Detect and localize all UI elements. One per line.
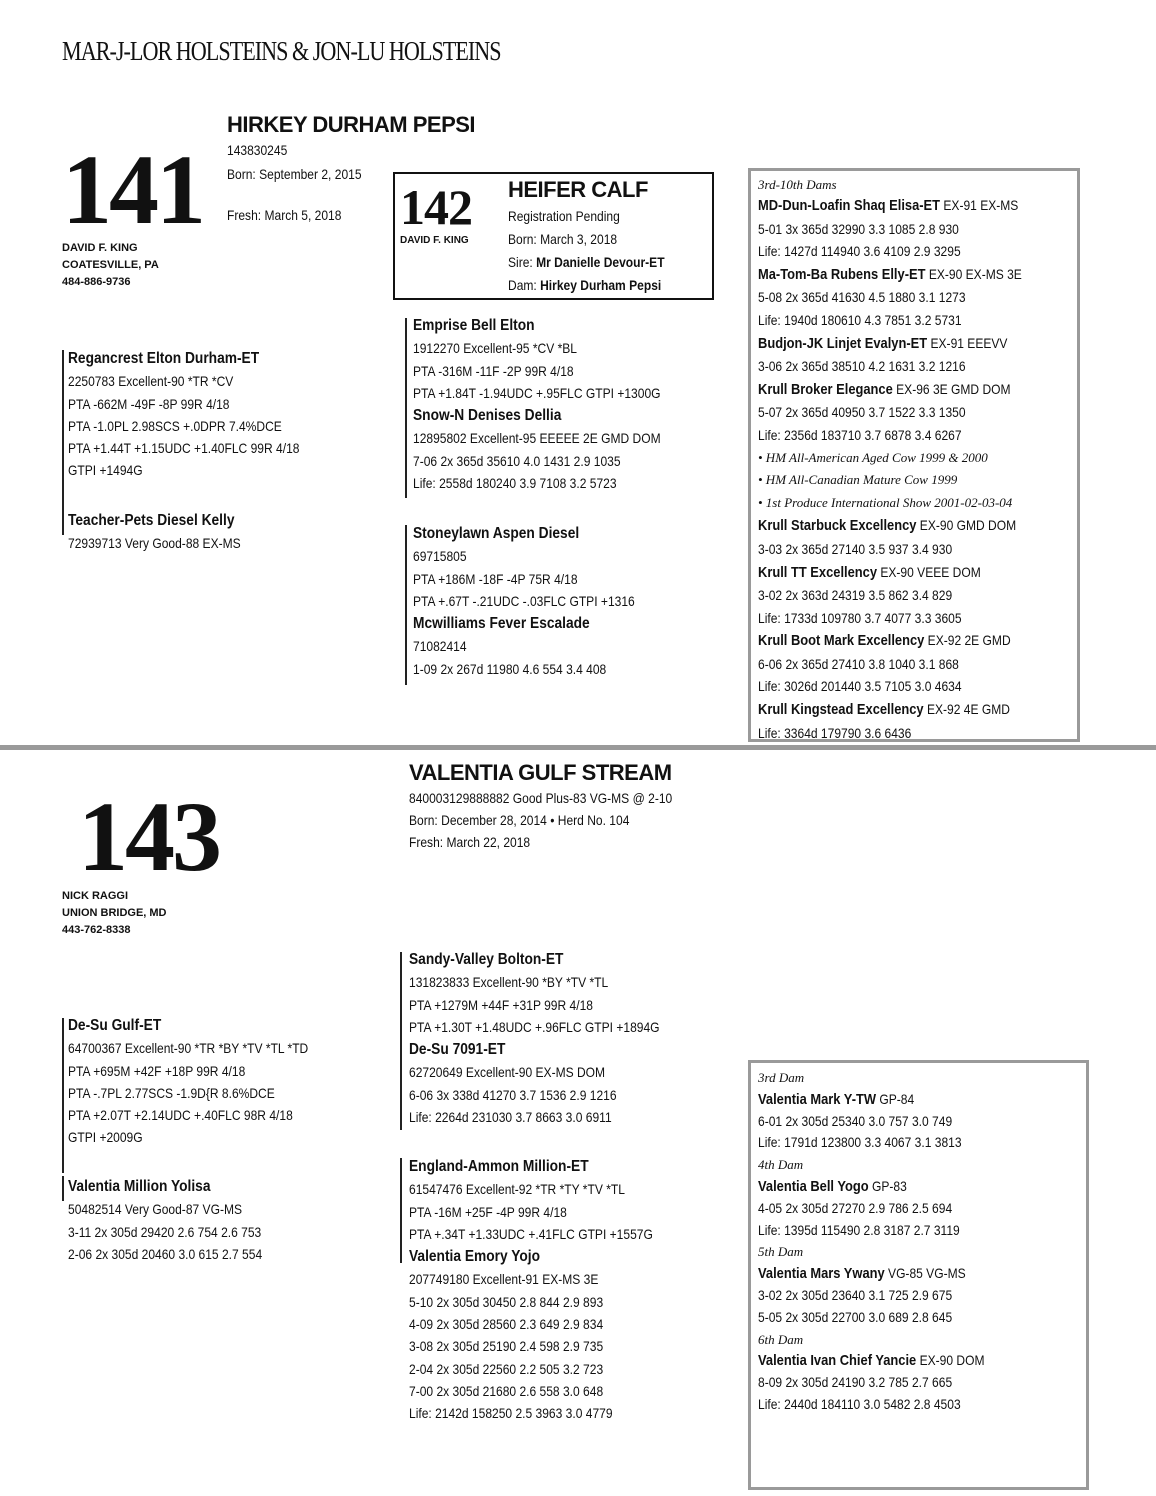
- sire-line: GTPI +2009G: [68, 1129, 143, 1146]
- ancestor-entry: [758, 1089, 1083, 1111]
- sire-line: PTA -.7PL 2.77SCS -1.9D{R 8.6%DCE: [68, 1084, 275, 1101]
- pedigree-bracket: [62, 1176, 64, 1201]
- dam-name: Valentia Million Yolisa: [68, 1178, 211, 1195]
- ancestor-entry: [758, 1263, 1083, 1285]
- record-text: 5-08 2x 365d 41630 4.5 1880 3.1 1273: [758, 289, 966, 306]
- owner-phone: 443-762-8338: [62, 924, 131, 936]
- pedigree-bracket: [405, 318, 407, 498]
- dams-note: 6th Dam: [758, 1331, 804, 1347]
- record-line: [758, 675, 1074, 698]
- grandsire-name: Emprise Bell Elton: [413, 317, 535, 334]
- sire-line: PTA +1.44T +1.15UDC +1.40FLC 99R 4/18: [68, 440, 300, 457]
- ancestor-name: Krull Kingstead Excellency: [758, 701, 924, 719]
- lot-number-141: 141: [62, 134, 203, 245]
- sire-line: PTA +695M +42F +18P 99R 4/18: [68, 1062, 246, 1079]
- ancestor-entry: [758, 194, 1074, 218]
- lot-143-dams-content: [758, 1067, 1083, 1416]
- ancestor-entry: [758, 514, 1074, 538]
- ancestor-rating: EX-90 DOM: [916, 1352, 985, 1369]
- grandsire-name: Sandy-Valley Bolton-ET: [409, 951, 564, 968]
- ancestor-entry: [758, 561, 1074, 585]
- record-line: [758, 240, 1074, 263]
- ancestor-name: Valentia Mars Ywany: [758, 1265, 885, 1283]
- dams-note: • 1st Produce International Show 2001-02-03-04: [758, 494, 1013, 510]
- record-line: [758, 653, 1074, 676]
- granddam-line: 12895802 Excellent-95 EEEEE 2E GMD DOM: [413, 430, 661, 447]
- granddam-line: 2-04 2x 305d 22560 2.2 505 3.2 723: [409, 1360, 604, 1377]
- lot-143-line: 840003129888882 Good Plus-83 VG-MS @ 2-10: [409, 790, 673, 806]
- record-text: 6-01 2x 305d 25340 3.0 757 3.0 749: [758, 1112, 953, 1129]
- section-divider: [0, 745, 1156, 750]
- lot-143-dam: [68, 1175, 294, 1265]
- owner-location: COATESVILLE, PA: [62, 259, 159, 271]
- pedigree-bracket: [400, 1158, 402, 1263]
- record-text: Life: 2356d 183710 3.7 6878 3.4 6267: [758, 426, 962, 443]
- record-line: [758, 538, 1074, 561]
- ancestor-entry: [758, 1176, 1083, 1198]
- dam-line: 50482514 Very Good-87 VG-MS: [68, 1201, 243, 1218]
- dams-note: • HM All-American Aged Cow 1999 & 2000: [758, 449, 988, 465]
- lot-number-143: 143: [78, 781, 219, 892]
- ancestor-name: MD-Dun-Loafin Shaq Elisa-ET: [758, 197, 941, 214]
- ancestor-name: Krull Boot Mark Excellency: [758, 632, 925, 650]
- granddam-line: Life: 2558d 180240 3.9 7108 3.2 5723: [413, 475, 617, 492]
- record-text: 3-02 2x 363d 24319 3.5 862 3.4 829: [758, 587, 953, 604]
- record-text: 5-05 2x 305d 22700 3.0 689 2.8 645: [758, 1308, 953, 1325]
- dam-name: Teacher-Pets Diesel Kelly: [68, 512, 235, 529]
- ancestor-entry: [758, 378, 1074, 402]
- ancestor-name: Krull TT Excellency: [758, 563, 878, 581]
- grandsire-line: 69715805: [413, 548, 467, 565]
- lot-142-reg: Registration Pending: [508, 208, 620, 224]
- ancestor-name: Valentia Bell Yogo: [758, 1177, 869, 1195]
- grandsire-line: PTA +.34T +1.33UDC +.41FLC GTPI +1557G: [409, 1225, 653, 1242]
- lot-142-title: HEIFER CALF: [508, 177, 648, 202]
- record-text: 3-03 2x 365d 27140 3.5 937 3.4 930: [758, 540, 953, 557]
- ancestor-rating: GP-84: [876, 1090, 915, 1107]
- record-text: Life: 1395d 115490 2.8 3187 2.7 3119: [758, 1221, 960, 1238]
- owner-location: UNION BRIDGE, MD: [62, 907, 167, 919]
- lot-143-info: [409, 787, 715, 853]
- granddam-name: Snow-N Denises Dellia: [413, 407, 562, 425]
- lot-141-dam: [68, 509, 269, 555]
- ancestor-rating: EX-91 EEEVV: [927, 334, 1008, 351]
- ancestor-rating: EX-91 EX-MS: [940, 197, 1019, 213]
- grandsire-line: PTA +1.30T +1.48UDC +.96FLC GTPI +1894G: [409, 1018, 660, 1035]
- record-text: 5-01 3x 365d 32990 3.3 1085 2.8 930: [758, 220, 959, 237]
- record-text: Life: 1733d 109780 3.7 4077 3.3 3605: [758, 609, 962, 626]
- record-text: 5-07 2x 365d 40950 3.7 1522 3.3 1350: [758, 404, 966, 421]
- lot-143-line: Fresh: March 22, 2018: [409, 834, 531, 850]
- ancestor-rating: EX-92 2E GMD: [924, 632, 1011, 649]
- lot-143-owner: [62, 888, 167, 939]
- lot-141-owner: [62, 240, 159, 291]
- granddam-line: 4-09 2x 305d 28560 2.3 649 2.9 834: [409, 1316, 604, 1333]
- dams-note: 5th Dam: [758, 1244, 804, 1260]
- record-line: [758, 1111, 1083, 1133]
- ancestor-rating: EX-90 GMD DOM: [916, 517, 1017, 534]
- record-text: 3-02 2x 305d 23640 3.1 725 2.9 675: [758, 1286, 953, 1303]
- grandsire-line: PTA +186M -18F -4P 75R 4/18: [413, 570, 578, 587]
- sire-name: De-Su Gulf-ET: [68, 1017, 162, 1034]
- record-text: Life: 1427d 114940 3.6 4109 2.9 3295: [758, 243, 961, 260]
- dams-heading: 3rd-10th Dams: [758, 177, 837, 192]
- ancestor-rating: EX-90 EX-MS 3E: [925, 265, 1022, 282]
- record-text: Life: 3026d 201440 3.5 7105 3.0 4634: [758, 678, 962, 695]
- pedigree-bracket: [62, 1018, 64, 1173]
- record-text: 4-05 2x 305d 27270 2.9 786 2.5 694: [758, 1199, 953, 1216]
- sire-line: PTA -662M -49F -8P 99R 4/18: [68, 395, 230, 412]
- pedigree-bracket: [62, 350, 64, 510]
- record-line: [758, 424, 1074, 447]
- owner-name: NICK RAGGI: [62, 890, 128, 902]
- record-line: [758, 218, 1074, 241]
- record-line: [758, 286, 1074, 309]
- ancestor-rating: VG-85 VG-MS: [884, 1265, 966, 1282]
- dam-label: Dam:: [508, 277, 537, 293]
- granddam-line: Life: 2142d 158250 2.5 3963 3.0 4779: [409, 1405, 613, 1422]
- owner-name: DAVID F. KING: [62, 242, 138, 254]
- record-line: [758, 607, 1074, 630]
- record-text: 3-06 2x 365d 38510 4.2 1631 3.2 1216: [758, 358, 966, 375]
- lot-143-sire: [68, 1014, 347, 1149]
- grandsire-line: PTA -16M +25F -4P 99R 4/18: [409, 1203, 567, 1220]
- granddam-line: 62720649 Excellent-90 EX-MS DOM: [409, 1064, 606, 1081]
- grandsire-line: 61547476 Excellent-92 *TR *TY *TV *TL: [409, 1181, 625, 1198]
- record-line: [758, 1307, 1083, 1329]
- record-line: [758, 1372, 1083, 1394]
- sire-line: GTPI +1494G: [68, 462, 143, 479]
- granddam-line: 71082414: [413, 638, 467, 655]
- pedigree-bracket: [405, 525, 407, 685]
- record-line: [758, 1394, 1083, 1416]
- dams-note: 3rd Dam: [758, 1070, 805, 1085]
- sire-line: PTA -1.0PL 2.98SCS +.0DPR 7.4%DCE: [68, 417, 282, 434]
- lot-143-sire-sire: [409, 948, 700, 1128]
- lot-143-line: Born: December 28, 2014 • Herd No. 104: [409, 812, 630, 828]
- pedigree-bracket: [400, 952, 402, 1130]
- lot-141-sire-sire: [413, 314, 701, 494]
- grandsire-name: England-Ammon Million-ET: [409, 1158, 589, 1175]
- record-line: [758, 1220, 1083, 1242]
- sire-label: Sire:: [508, 254, 533, 270]
- ancestor-name: Budjon-JK Linjet Evalyn-ET: [758, 334, 928, 352]
- ancestor-entry: [758, 332, 1074, 356]
- lot-141-dam-sire: [413, 522, 671, 680]
- lot-143-title: VALENTIA GULF STREAM: [409, 760, 672, 785]
- grandsire-line: PTA -316M -11F -2P 99R 4/18: [413, 362, 574, 379]
- ancestor-name: Ma-Tom-Ba Rubens Elly-ET: [758, 265, 926, 283]
- pedigree-bracket: [62, 510, 64, 535]
- grandsire-line: 1912270 Excellent-95 *CV *BL: [413, 340, 577, 357]
- dams-note: • HM All-Canadian Mature Cow 1999: [758, 472, 958, 488]
- ancestor-name: Krull Starbuck Excellency: [758, 517, 917, 535]
- record-text: Life: 1791d 123800 3.3 4067 3.1 3813: [758, 1134, 962, 1151]
- ancestor-entry: [758, 1350, 1083, 1372]
- ancestor-entry: [758, 263, 1074, 287]
- record-line: [758, 401, 1074, 424]
- lot-142-info: [508, 205, 690, 297]
- record-text: 6-06 2x 365d 27410 3.8 1040 3.1 868: [758, 655, 959, 672]
- ancestor-name: Valentia Ivan Chief Yancie: [758, 1352, 917, 1370]
- sire-line: 2250783 Excellent-90 *TR *CV: [68, 373, 234, 390]
- ancestor-rating: EX-92 4E GMD: [923, 701, 1010, 718]
- lot-141-born: Born: September 2, 2015: [227, 166, 362, 182]
- lot-143-dam-sire: [409, 1155, 693, 1425]
- grandsire-line: PTA +.67T -.21UDC -.03FLC GTPI +1316: [413, 592, 635, 609]
- granddam-line: 6-06 3x 338d 41270 3.7 1536 2.9 1216: [409, 1086, 617, 1103]
- sire-name: Regancrest Elton Durham-ET: [68, 350, 260, 367]
- record-line: [758, 584, 1074, 607]
- granddam-line: 3-08 2x 305d 25190 2.4 598 2.9 735: [409, 1338, 604, 1355]
- record-line: [758, 1285, 1083, 1307]
- dam-line: 2-06 2x 305d 20460 3.0 615 2.7 554: [68, 1245, 263, 1262]
- record-line: [758, 355, 1074, 378]
- granddam-line: 5-10 2x 305d 30450 2.8 844 2.9 893: [409, 1293, 604, 1310]
- lot-142-born: Born: March 3, 2018: [508, 231, 618, 247]
- record-line: [758, 722, 1074, 745]
- ancestor-rating: EX-96 3E GMD DOM: [892, 380, 1011, 397]
- ancestor-rating: GP-83: [868, 1177, 907, 1194]
- record-text: 8-09 2x 305d 24190 3.2 785 2.7 665: [758, 1374, 953, 1391]
- lot-141-title: HIRKEY DURHAM PEPSI: [227, 112, 476, 137]
- dam-line: 3-11 2x 305d 29420 2.6 754 2.6 753: [68, 1223, 262, 1240]
- grandsire-line: PTA +1279M +44F +31P 99R 4/18: [409, 996, 593, 1013]
- granddam-name: Valentia Emory Yojo: [409, 1248, 541, 1266]
- ancestor-entry: [758, 629, 1074, 653]
- lot-142-dam: Hirkey Durham Pepsi: [540, 277, 662, 293]
- dams-note: 4th Dam: [758, 1157, 804, 1173]
- granddam-line: 207749180 Excellent-91 EX-MS 3E: [409, 1271, 599, 1288]
- ancestor-entry: [758, 698, 1074, 722]
- record-text: Life: 2440d 184110 3.0 5482 2.8 4503: [758, 1395, 961, 1412]
- ancestor-rating: EX-90 VEEE DOM: [877, 563, 981, 580]
- sire-line: 64700367 Excellent-90 *TR *BY *TV *TL *TD: [68, 1040, 309, 1057]
- lot-141-fresh: Fresh: March 5, 2018: [227, 207, 342, 223]
- lot-142-sire: Mr Danielle Devour-ET: [536, 254, 665, 270]
- owner-phone: 484-886-9736: [62, 276, 131, 288]
- lot-141-reg: 143830245: [227, 142, 288, 158]
- granddam-name: De-Su 7091-ET: [409, 1041, 506, 1059]
- sire-line: PTA +2.07T +2.14UDC +.40FLC 98R 4/18: [68, 1107, 293, 1124]
- lot-142-owner: DAVID F. KING: [400, 235, 469, 246]
- granddam-line: 7-06 2x 365d 35610 4.0 1431 2.9 1035: [413, 452, 621, 469]
- ancestor-name: Valentia Mark Y-TW: [758, 1090, 877, 1108]
- granddam-line: 1-09 2x 267d 11980 4.6 554 3.4 408: [413, 660, 607, 677]
- granddam-line: 7-00 2x 305d 21680 2.6 558 3.0 648: [409, 1382, 604, 1399]
- lot-141-dams-content: [758, 176, 1074, 744]
- lot-number-142: 142: [400, 179, 472, 235]
- ancestor-name: Krull Broker Elegance: [758, 380, 893, 398]
- granddam-line: Life: 2264d 231030 3.7 8663 3.0 6911: [409, 1109, 612, 1126]
- grandsire-line: 131823833 Excellent-90 *BY *TV *TL: [409, 974, 609, 991]
- record-line: [758, 309, 1074, 332]
- dam-line: 72939713 Very Good-88 EX-MS: [68, 535, 241, 552]
- record-text: Life: 3364d 179790 3.6 6436: [758, 724, 912, 741]
- grandsire-line: PTA +1.84T -1.94UDC +.95FLC GTPI +1300G: [413, 384, 661, 401]
- record-line: [758, 1132, 1083, 1154]
- lot-141-sire: [68, 347, 337, 482]
- grandsire-name: Stoneylawn Aspen Diesel: [413, 525, 580, 542]
- granddam-name: Mcwilliams Fever Escalade: [413, 615, 590, 633]
- record-text: Life: 1940d 180610 4.3 7851 3.2 5731: [758, 311, 962, 328]
- record-line: [758, 1198, 1083, 1220]
- catalog-header: MAR-J-LOR HOLSTEINS & JON-LU HOLSTEINS: [62, 36, 501, 66]
